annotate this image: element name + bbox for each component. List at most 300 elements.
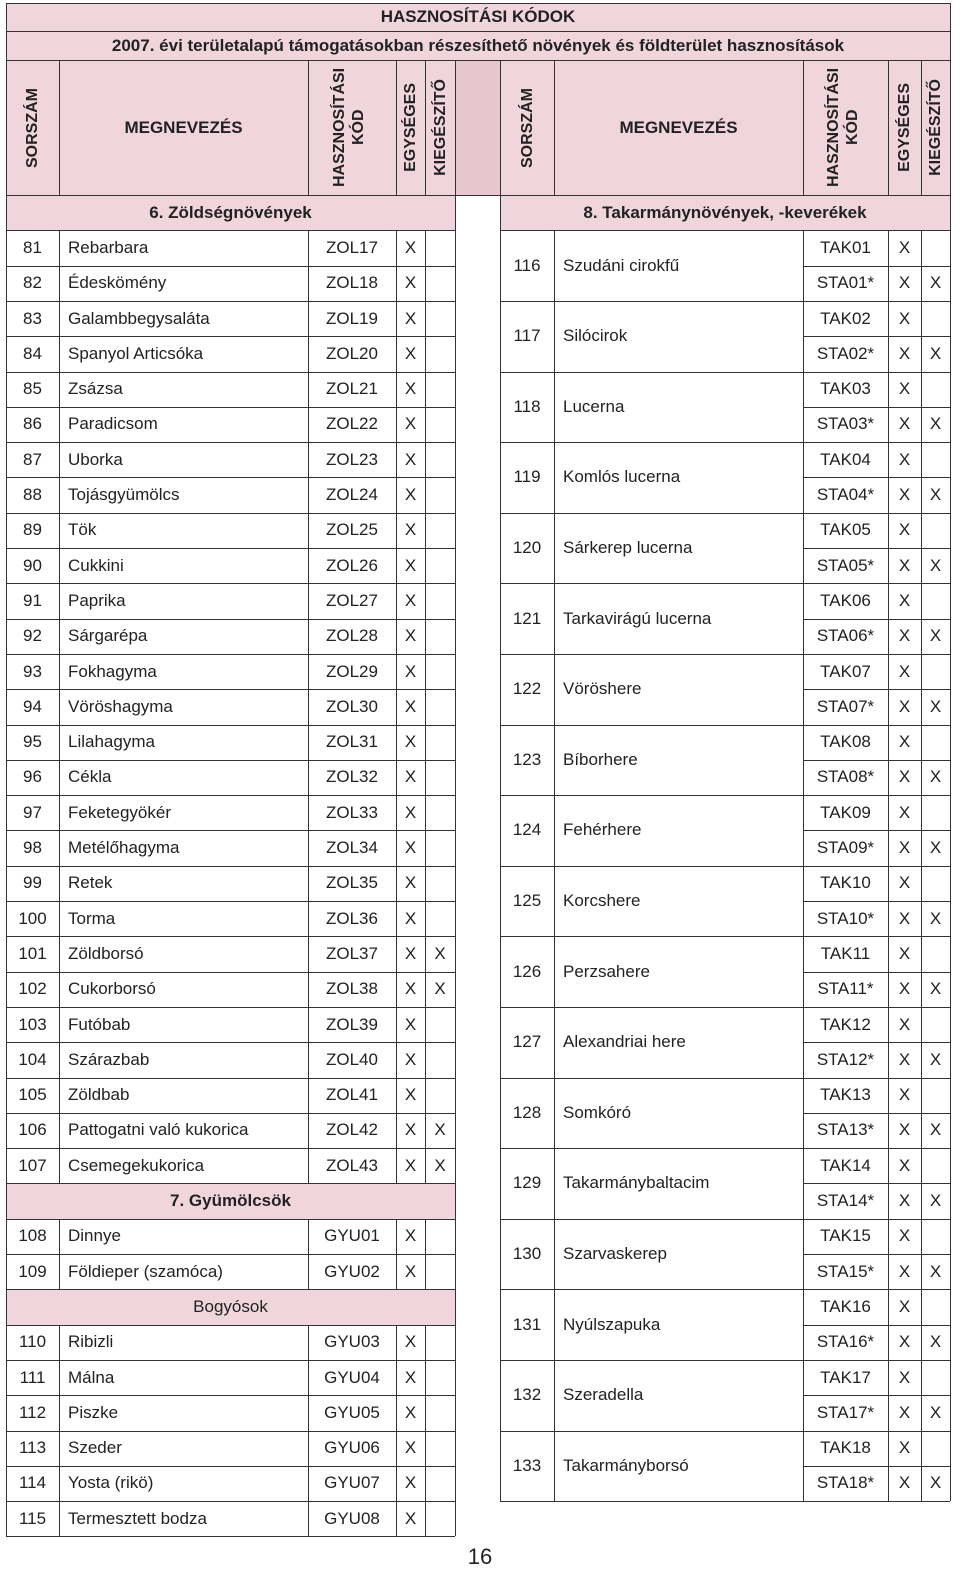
row-kiegeszito	[921, 583, 950, 618]
rule-h	[500, 795, 950, 796]
row-egyseges: X	[404, 555, 417, 575]
row-egyseges: X	[898, 1120, 911, 1140]
row-name: Metélőhagyma	[68, 838, 180, 858]
row-code: TAK07	[820, 661, 871, 681]
row-kiegeszito: X	[434, 1155, 446, 1175]
row-code: TAK01	[820, 237, 871, 257]
rule-h	[803, 266, 950, 267]
rule-h	[803, 830, 950, 831]
row-egyseges: X	[898, 414, 911, 434]
rule-h	[6, 1360, 455, 1361]
row-name: Paprika	[68, 590, 126, 610]
row-number: 99	[23, 873, 42, 893]
row-egyseges: X	[898, 1226, 911, 1246]
row-name: Sárkerep lucerna	[563, 537, 693, 557]
row-number: 88	[23, 485, 42, 505]
row-name: Édeskömény	[68, 273, 167, 293]
row-kiegeszito: X	[929, 273, 942, 293]
rule-h	[6, 1466, 455, 1467]
rule-v	[921, 230, 922, 1501]
row-kiegeszito: X	[929, 767, 942, 787]
rule-h	[500, 936, 950, 937]
row-kiegeszito	[425, 760, 455, 795]
row-egyseges: X	[898, 626, 911, 646]
rule-h	[500, 725, 950, 726]
row-kiegeszito	[921, 1148, 950, 1183]
row-egyseges: X	[404, 379, 417, 399]
rule-v	[455, 60, 456, 195]
row-egyseges: X	[898, 590, 911, 610]
rule-h	[6, 60, 950, 61]
section-title-left: 6. Zöldségnövények	[6, 195, 455, 230]
row-code: ZOL41	[326, 1085, 378, 1105]
row-code: TAK04	[820, 449, 871, 469]
rule-h	[6, 1113, 455, 1114]
row-kiegeszito	[425, 1078, 455, 1113]
rule-h	[6, 619, 455, 620]
row-kiegeszito	[921, 1360, 950, 1395]
header-kiegeszito-left: KIEGÉSZÍTŐ	[425, 60, 455, 195]
row-number: 131	[512, 1314, 542, 1334]
row-egyseges: X	[898, 732, 911, 752]
row-egyseges: X	[898, 1014, 911, 1034]
row-name: Retek	[68, 873, 113, 893]
row-number: 103	[18, 1014, 47, 1034]
section-title-right: 8. Takarmánynövények, -keverékek	[500, 195, 950, 230]
row-egyseges: X	[898, 767, 911, 787]
row-number: 86	[23, 414, 42, 434]
row-kiegeszito	[425, 1219, 455, 1254]
rule-h	[803, 548, 950, 549]
row-code: ZOL34	[326, 838, 378, 858]
rule-v	[425, 1219, 426, 1290]
rule-v	[950, 195, 951, 1501]
row-egyseges: X	[898, 379, 911, 399]
rule-h	[500, 1219, 950, 1220]
row-kiegeszito	[921, 1431, 950, 1466]
rule-v	[425, 60, 426, 195]
row-kiegeszito	[425, 301, 455, 336]
rule-h	[803, 1042, 950, 1043]
row-kiegeszito	[425, 1325, 455, 1360]
row-kiegeszito	[425, 1007, 455, 1042]
row-kiegeszito	[921, 442, 950, 477]
rule-v	[803, 60, 804, 195]
header-gutter	[455, 60, 500, 195]
row-egyseges: X	[898, 1085, 911, 1105]
row-egyseges: X	[404, 1155, 417, 1175]
rule-v	[425, 1325, 426, 1537]
row-name: Tojásgyümölcs	[68, 485, 180, 505]
rule-v	[554, 60, 555, 195]
row-name: Perzsahere	[563, 961, 650, 981]
rule-h	[6, 654, 455, 655]
row-number: 110	[18, 1332, 47, 1352]
row-code-alt: STA04*	[816, 485, 875, 505]
row-code-alt: STA01*	[816, 273, 875, 293]
row-code: GYU08	[324, 1508, 380, 1528]
row-number: 97	[23, 802, 42, 822]
row-name: Szeradella	[563, 1385, 644, 1405]
row-kiegeszito: X	[929, 979, 942, 999]
row-number: 128	[512, 1102, 542, 1122]
row-kiegeszito	[921, 230, 950, 265]
rule-h	[6, 1148, 455, 1149]
rule-v	[888, 60, 889, 195]
rule-h	[6, 936, 455, 937]
rule-v	[308, 230, 309, 1183]
row-egyseges: X	[404, 979, 417, 999]
row-egyseges: X	[404, 1332, 417, 1352]
rule-h	[6, 442, 455, 443]
row-egyseges: X	[898, 1191, 911, 1211]
row-code: ZOL24	[326, 485, 378, 505]
row-number: 81	[23, 237, 42, 257]
rule-h	[803, 901, 950, 902]
row-name: Uborka	[68, 449, 123, 469]
rule-v	[500, 60, 501, 195]
row-kiegeszito: X	[929, 626, 942, 646]
row-kiegeszito	[921, 1078, 950, 1113]
row-number: 100	[18, 908, 47, 928]
row-egyseges: X	[898, 237, 911, 257]
rule-h	[500, 442, 950, 443]
row-number: 93	[23, 661, 42, 681]
row-code: ZOL18	[326, 273, 378, 293]
row-egyseges: X	[898, 1296, 911, 1316]
header-megnevezes-right: MEGNEVEZÉS	[554, 60, 803, 195]
row-number: 98	[23, 838, 42, 858]
rule-v	[59, 1325, 60, 1537]
row-code: TAK09	[820, 802, 871, 822]
row-egyseges: X	[404, 943, 417, 963]
row-kiegeszito	[425, 583, 455, 618]
row-kiegeszito: X	[929, 343, 942, 363]
row-name: Szudáni cirokfű	[563, 255, 680, 275]
rule-h	[6, 513, 455, 514]
page-subtitle: 2007. évi területalapú támogatásokban részesíthető növények és földterület hasznosítások	[6, 31, 950, 60]
rule-h	[500, 230, 950, 231]
row-code: TAK03	[820, 379, 871, 399]
rule-h	[803, 972, 950, 973]
row-code: TAK10	[820, 873, 871, 893]
row-code: ZOL31	[326, 732, 378, 752]
row-code: ZOL39	[326, 1014, 378, 1034]
row-egyseges: X	[404, 1438, 417, 1458]
row-egyseges: X	[404, 485, 417, 505]
row-kiegeszito	[425, 866, 455, 901]
row-number: 82	[23, 273, 42, 293]
row-name: Sárgarépa	[68, 626, 148, 646]
row-name: Szárazbab	[68, 1049, 150, 1069]
rule-h	[803, 1466, 950, 1467]
row-code: TAK16	[820, 1296, 871, 1316]
row-egyseges: X	[898, 485, 911, 505]
row-number: 87	[23, 449, 42, 469]
row-code: ZOL36	[326, 908, 378, 928]
rule-h	[6, 1219, 455, 1220]
row-code-alt: STA14*	[816, 1191, 875, 1211]
row-egyseges: X	[404, 873, 417, 893]
row-code: TAK05	[820, 520, 871, 540]
rule-h	[500, 513, 950, 514]
row-number: 104	[18, 1049, 47, 1069]
row-name: Yosta (rikö)	[68, 1473, 154, 1493]
row-kiegeszito: X	[929, 1261, 942, 1281]
row-egyseges: X	[404, 661, 417, 681]
row-code: TAK08	[820, 732, 871, 752]
row-code-alt: STA03*	[816, 414, 875, 434]
row-name: Piszke	[68, 1402, 119, 1422]
row-kiegeszito	[425, 230, 455, 265]
row-kiegeszito	[921, 513, 950, 548]
row-code: TAK13	[820, 1085, 871, 1105]
row-number: 102	[18, 979, 47, 999]
row-kiegeszito	[425, 266, 455, 301]
row-number: 113	[18, 1438, 47, 1458]
row-number: 127	[512, 1032, 542, 1052]
row-name: Cukkini	[68, 555, 124, 575]
row-name: Ribizli	[68, 1332, 114, 1352]
row-kiegeszito	[425, 725, 455, 760]
row-code: ZOL26	[326, 555, 378, 575]
row-kiegeszito	[425, 336, 455, 371]
row-number: 106	[18, 1120, 47, 1140]
row-code: ZOL29	[326, 661, 378, 681]
row-egyseges: X	[898, 908, 911, 928]
row-name: Spanyol Articsóka	[68, 343, 204, 363]
rule-h	[6, 866, 455, 867]
row-egyseges: X	[898, 1402, 911, 1422]
rule-v	[455, 195, 456, 1536]
rule-h	[500, 1078, 950, 1079]
row-name: Földieper (szamóca)	[68, 1261, 223, 1281]
row-kiegeszito	[425, 619, 455, 654]
row-egyseges: X	[898, 1155, 911, 1175]
rule-h	[6, 583, 455, 584]
rule-h	[500, 654, 950, 655]
row-egyseges: X	[404, 802, 417, 822]
row-egyseges: X	[898, 1261, 911, 1281]
row-egyseges: X	[898, 1049, 911, 1069]
rule-h	[6, 901, 455, 902]
row-egyseges: X	[404, 308, 417, 328]
row-egyseges: X	[404, 343, 417, 363]
row-code-alt: STA06*	[816, 626, 875, 646]
row-code: ZOL21	[326, 379, 378, 399]
row-kiegeszito	[425, 1431, 455, 1466]
rule-v	[396, 60, 397, 195]
row-number: 119	[513, 467, 541, 487]
rule-h	[803, 1113, 950, 1114]
row-kiegeszito	[921, 936, 950, 971]
rule-h	[803, 1254, 950, 1255]
rule-h	[500, 301, 950, 302]
row-number: 115	[18, 1508, 47, 1528]
row-egyseges: X	[404, 520, 417, 540]
row-name: Fokhagyma	[68, 661, 157, 681]
rule-h	[6, 1536, 455, 1537]
rule-h	[6, 31, 950, 32]
row-kiegeszito	[425, 1254, 455, 1289]
row-code: GYU02	[324, 1261, 380, 1281]
row-name: Nyúlszapuka	[563, 1314, 661, 1334]
row-code: TAK15	[820, 1226, 871, 1246]
rule-h	[803, 477, 950, 478]
row-number: 91	[23, 590, 42, 610]
row-kiegeszito	[425, 372, 455, 407]
row-number: 105	[18, 1085, 47, 1105]
row-egyseges: X	[404, 1367, 417, 1387]
rule-h	[6, 407, 455, 408]
row-egyseges: X	[404, 1085, 417, 1105]
row-number: 125	[512, 890, 542, 910]
row-code: TAK06	[820, 590, 871, 610]
row-number: 118	[513, 396, 541, 416]
row-egyseges: X	[898, 943, 911, 963]
row-name: Tök	[68, 520, 97, 540]
rule-v	[59, 1219, 60, 1290]
rule-h	[6, 1042, 455, 1043]
row-egyseges: X	[898, 802, 911, 822]
row-code: TAK02	[820, 308, 871, 328]
row-name: Feketegyökér	[68, 802, 171, 822]
rule-h	[6, 1183, 455, 1184]
row-code-alt: STA17*	[816, 1402, 875, 1422]
row-code-alt: STA11*	[817, 979, 874, 999]
rule-h	[500, 1007, 950, 1008]
row-egyseges: X	[404, 1226, 417, 1246]
row-kiegeszito	[425, 1360, 455, 1395]
rule-h	[6, 372, 455, 373]
row-code: ZOL33	[326, 802, 378, 822]
header-kiegeszito-right: KIEGÉSZÍTŐ	[921, 60, 950, 195]
row-code: GYU03	[324, 1332, 380, 1352]
rule-h	[6, 725, 455, 726]
row-kiegeszito	[425, 548, 455, 583]
row-code-alt: STA16*	[816, 1332, 875, 1352]
row-kiegeszito	[425, 407, 455, 442]
row-number: 114	[18, 1473, 47, 1493]
row-number: 112	[18, 1402, 47, 1422]
row-number: 107	[18, 1155, 47, 1175]
section-title-left: 7. Gyümölcsök	[6, 1183, 455, 1218]
rule-h	[6, 795, 455, 796]
row-code: ZOL42	[326, 1120, 378, 1140]
rule-v	[950, 3, 951, 195]
row-code-alt: STA18*	[816, 1473, 875, 1493]
rule-h	[6, 195, 950, 196]
row-kiegeszito: X	[929, 1332, 942, 1352]
rule-v	[308, 1325, 309, 1537]
row-egyseges: X	[404, 449, 417, 469]
rule-v	[554, 230, 555, 1501]
row-egyseges: X	[898, 273, 911, 293]
rule-h	[6, 301, 455, 302]
rule-h	[803, 619, 950, 620]
rule-v	[921, 60, 922, 195]
row-number: 111	[19, 1367, 46, 1387]
row-name: Dinnye	[68, 1226, 121, 1246]
row-kiegeszito: X	[929, 1120, 942, 1140]
row-egyseges: X	[404, 590, 417, 610]
row-name: Termesztett bodza	[68, 1508, 207, 1528]
row-number: 130	[512, 1243, 542, 1263]
rule-h	[500, 1148, 950, 1149]
row-egyseges: X	[404, 1014, 417, 1034]
rule-h	[803, 1395, 950, 1396]
row-egyseges: X	[898, 696, 911, 716]
row-code: ZOL40	[326, 1049, 378, 1069]
row-egyseges: X	[898, 1438, 911, 1458]
row-number: 84	[23, 343, 42, 363]
row-number: 124	[512, 820, 542, 840]
rule-h	[803, 407, 950, 408]
rule-v	[59, 60, 60, 195]
rule-h	[803, 1325, 950, 1326]
rule-h	[6, 1431, 455, 1432]
row-kiegeszito: X	[929, 414, 942, 434]
rule-h	[500, 1289, 950, 1290]
row-number: 83	[23, 308, 42, 328]
row-number: 122	[512, 679, 542, 699]
rule-h	[6, 1289, 455, 1290]
rule-h	[6, 1078, 455, 1079]
row-kiegeszito	[425, 1501, 455, 1536]
rule-h	[6, 1007, 455, 1008]
row-egyseges: X	[404, 838, 417, 858]
row-code: ZOL22	[326, 414, 378, 434]
row-name: Szarvaskerep	[563, 1243, 667, 1263]
page-number: 16	[467, 1544, 493, 1569]
rule-h	[500, 1501, 950, 1502]
row-code: ZOL27	[326, 590, 378, 610]
row-kiegeszito: X	[434, 1120, 446, 1140]
rule-v	[425, 230, 426, 1183]
rule-h	[500, 372, 950, 373]
rule-h	[6, 336, 455, 337]
row-code: GYU06	[324, 1438, 380, 1458]
row-number: 108	[18, 1226, 47, 1246]
row-kiegeszito: X	[929, 485, 942, 505]
row-number: 85	[23, 379, 42, 399]
row-egyseges: X	[898, 520, 911, 540]
row-kiegeszito	[921, 1289, 950, 1324]
row-code: ZOL17	[326, 237, 378, 257]
row-kiegeszito	[921, 654, 950, 689]
rule-h	[6, 3, 950, 4]
row-name: Alexandriai here	[563, 1032, 686, 1052]
row-kiegeszito: X	[434, 943, 446, 963]
page-title: HASZNOSÍTÁSI KÓDOK	[6, 3, 950, 31]
row-name: Csemegekukorica	[68, 1155, 205, 1175]
row-kiegeszito	[425, 689, 455, 724]
row-egyseges: X	[898, 1332, 911, 1352]
row-number: 95	[23, 732, 42, 752]
row-name: Pattogatni való kukorica	[68, 1120, 249, 1140]
row-kiegeszito	[425, 901, 455, 936]
row-kiegeszito	[425, 442, 455, 477]
row-name: Málna	[68, 1367, 115, 1387]
row-number: 120	[512, 537, 542, 557]
row-code: ZOL28	[326, 626, 378, 646]
row-number: 89	[23, 520, 42, 540]
rule-h	[500, 866, 950, 867]
rule-h	[6, 1254, 455, 1255]
row-name: Paradicsom	[68, 414, 158, 434]
row-code: TAK11	[820, 943, 871, 963]
row-kiegeszito	[425, 795, 455, 830]
